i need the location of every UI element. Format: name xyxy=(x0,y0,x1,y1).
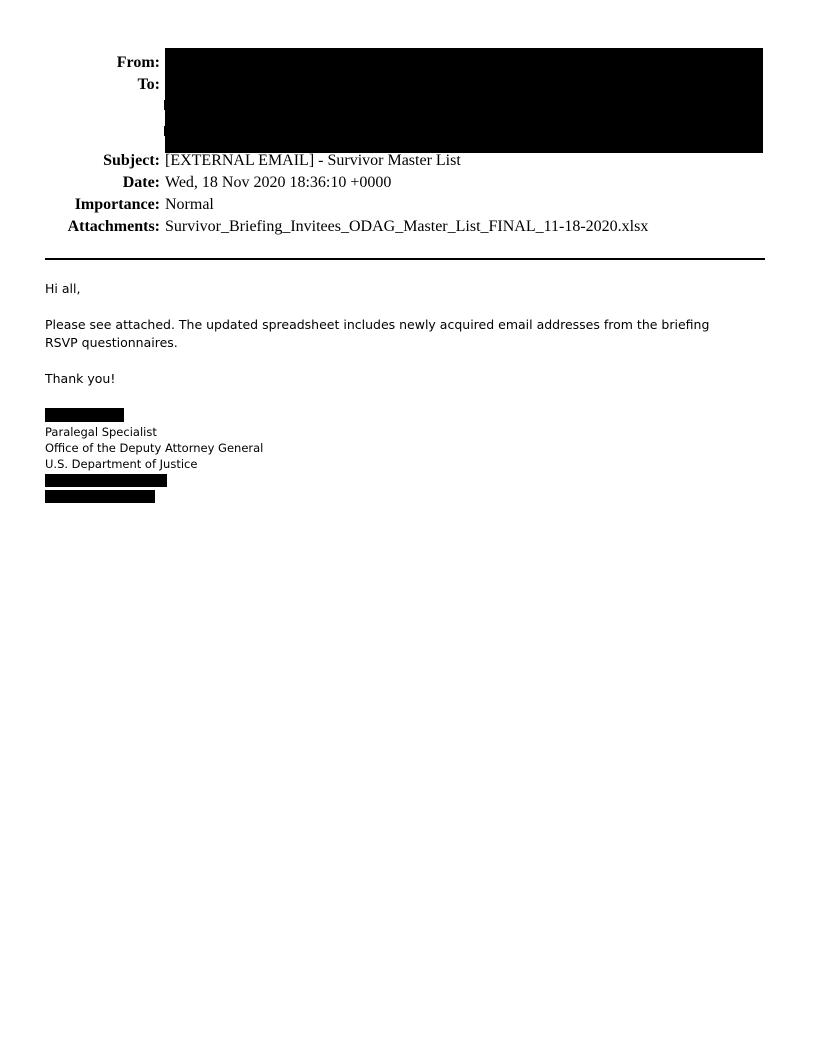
attachment-link[interactable]: Survivor_Briefing_Invitees_ODAG_Master_List_FINAL_11-18-2020.xlsx xyxy=(165,218,649,235)
signature-office: Office of the Deputy Attorney General xyxy=(45,441,264,455)
greeting: Hi all, xyxy=(45,281,81,296)
date-value: Wed, 18 Nov 2020 18:36:10 +0000 xyxy=(165,174,392,191)
subject-value: [EXTERNAL EMAIL] - Survivor Master List xyxy=(165,152,461,169)
from-label: From: xyxy=(116,54,160,71)
redaction-from-to xyxy=(165,48,763,153)
attachments-label: Attachments: xyxy=(67,218,160,235)
redaction-edge-mark xyxy=(164,126,165,136)
importance-label: Importance: xyxy=(74,196,160,213)
redaction-edge-mark xyxy=(164,100,165,110)
importance-value: Normal xyxy=(165,196,214,213)
redaction-contact-1 xyxy=(45,474,167,487)
date-label: Date: xyxy=(122,174,160,191)
signature-department: U.S. Department of Justice xyxy=(45,457,198,471)
body-paragraph: Please see attached. The updated spreadsheet includes newly acquired email addresses from the briefing RSVP questionnaires. xyxy=(45,317,710,350)
redaction-name xyxy=(45,408,124,422)
to-label: To: xyxy=(137,76,160,93)
closing: Thank you! xyxy=(45,371,116,386)
header-divider xyxy=(45,258,765,260)
signature-title: Paralegal Specialist xyxy=(45,425,157,439)
redaction-contact-2 xyxy=(45,490,155,503)
subject-label: Subject: xyxy=(103,152,160,169)
